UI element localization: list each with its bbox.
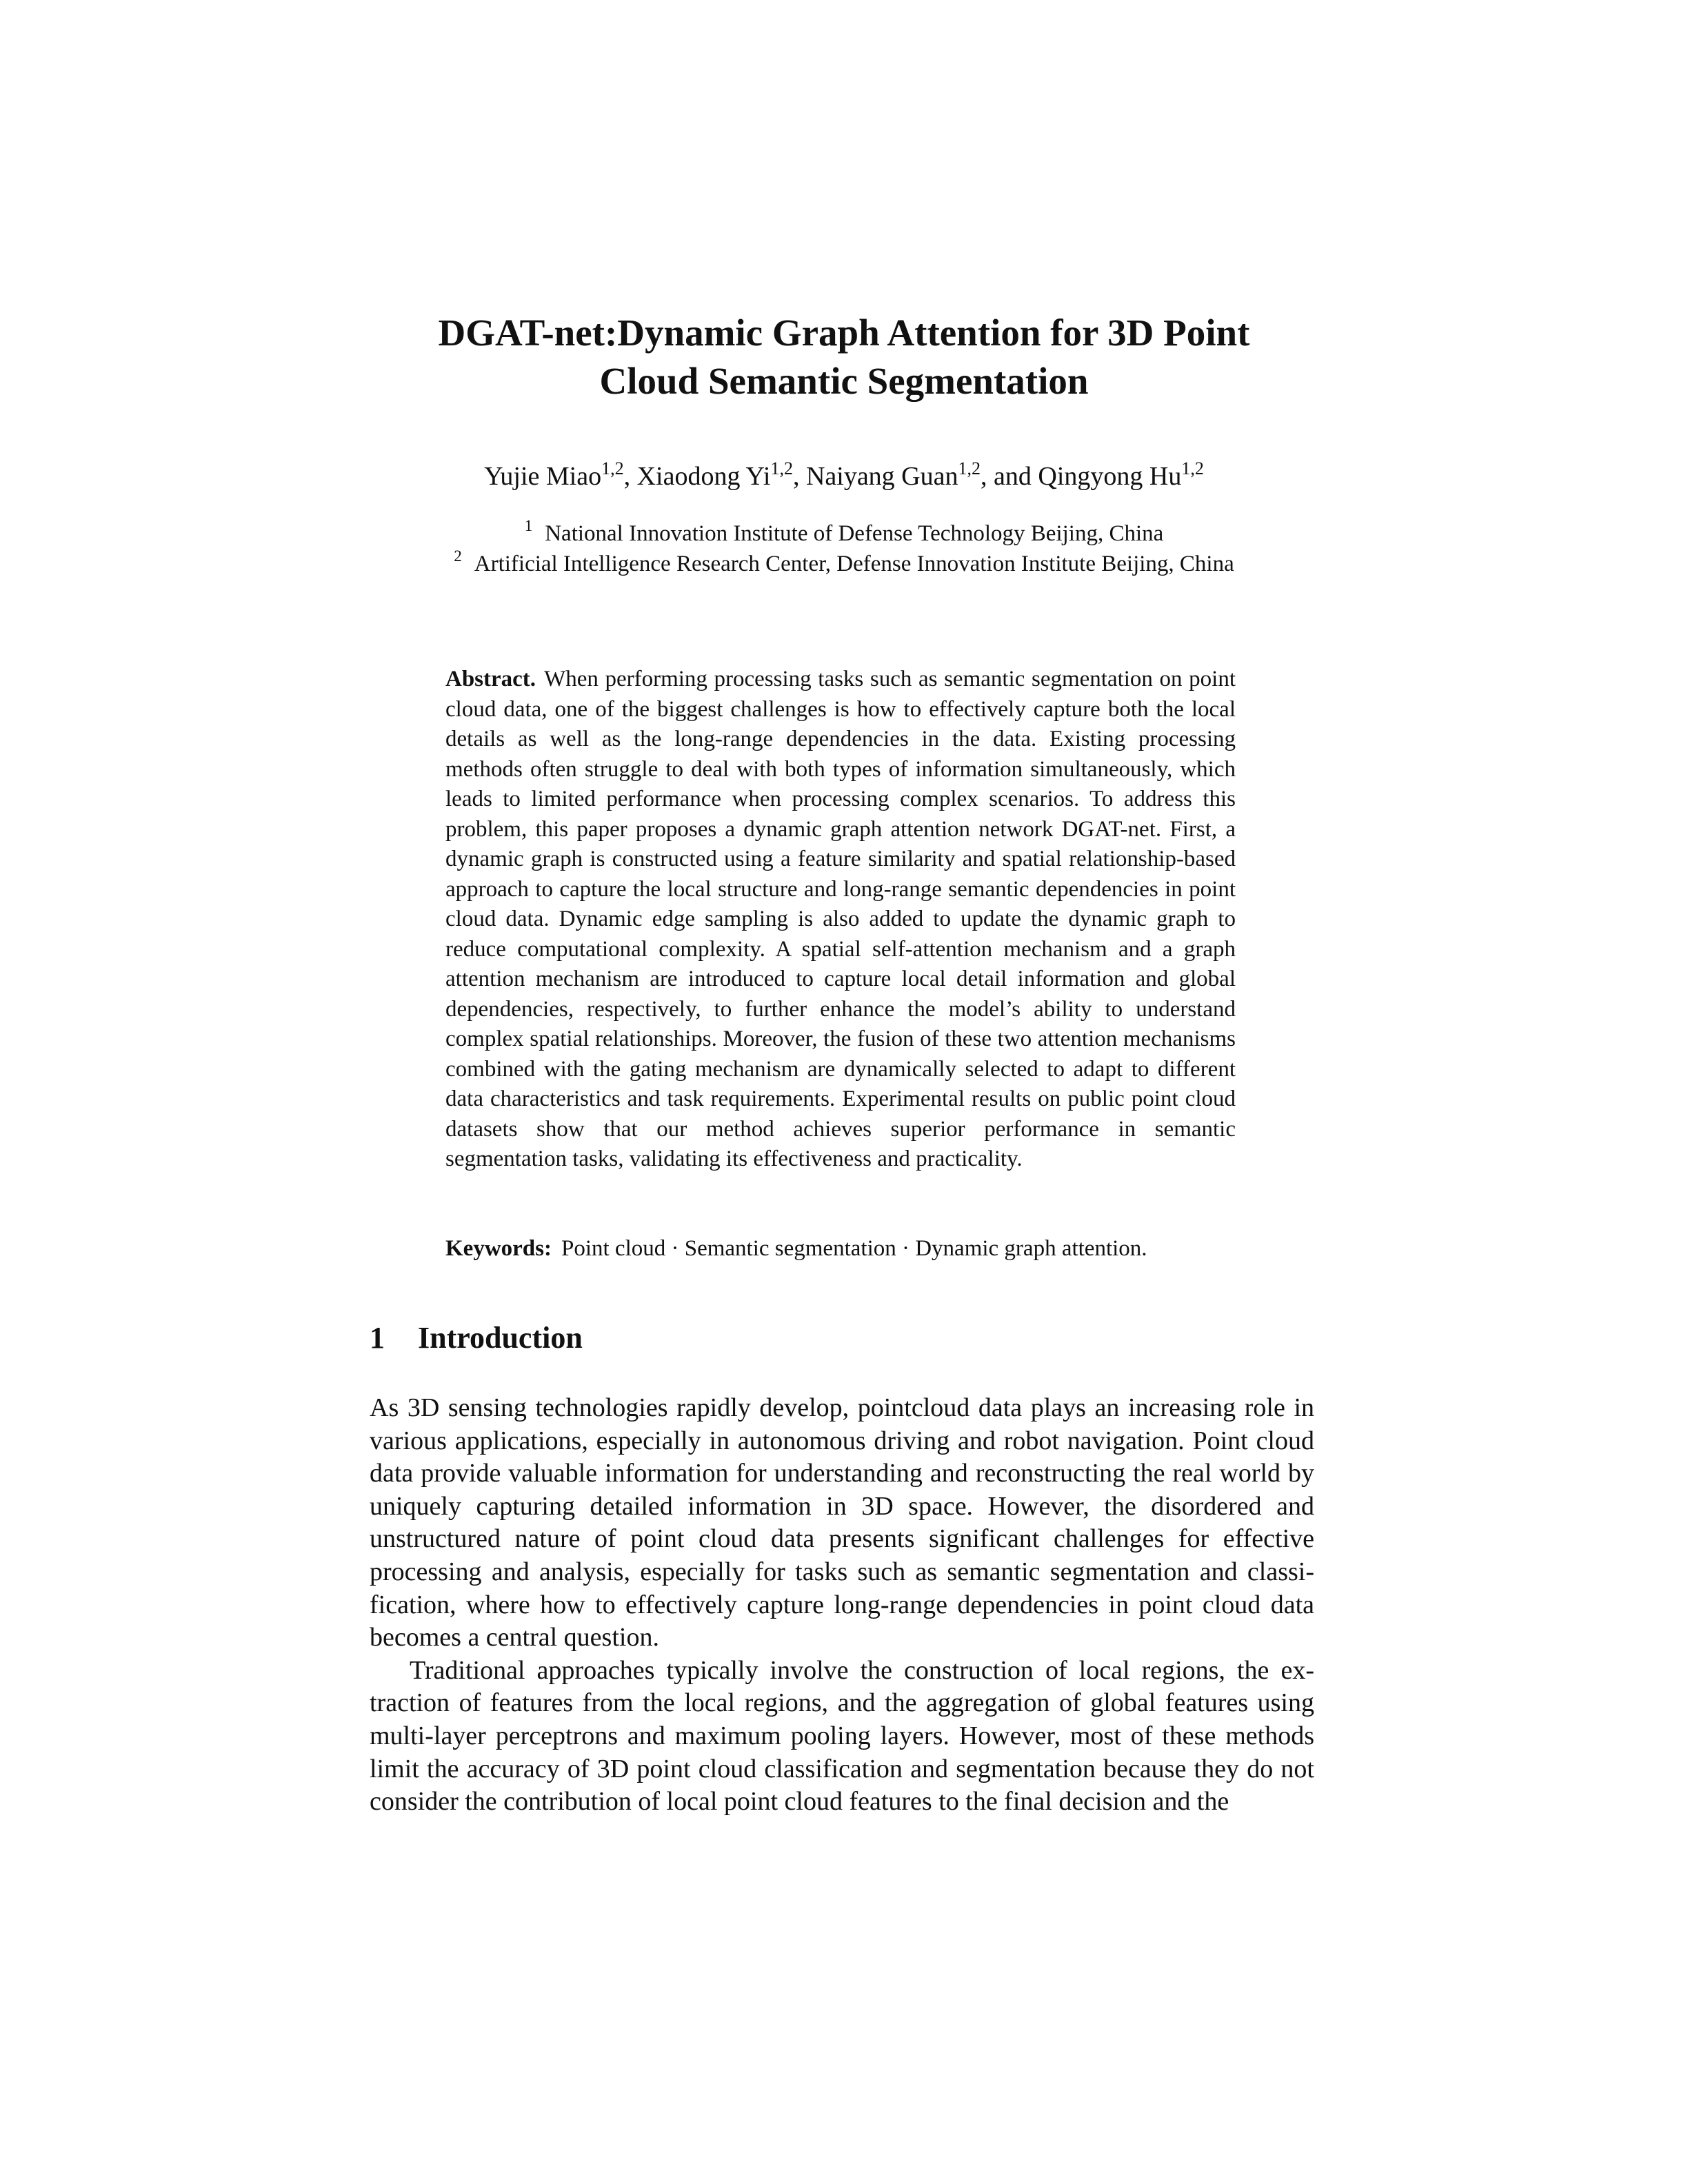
- keywords: [445, 1234, 1236, 1264]
- author-name: Naiyang Guan: [805, 462, 958, 491]
- author-separator: ,: [623, 462, 637, 491]
- author-affiliation-mark: 1,2: [601, 458, 624, 478]
- author-name: Xiaodong Yi: [636, 462, 771, 491]
- author-affiliation-mark: 1,2: [770, 458, 793, 478]
- abstract-text: When performing processing tasks such as semantic segmentation on point cloud data, one of the biggest challenges is how to effectively capture both the local details as well as the long-range dependencies in the data. Existing processing methods often struggle to deal with both types of information simultaneously, which leads to limited performance when processing complex scenarios. To address this problem, this paper proposes a dynamic graph attention network DGAT-net. First, a dynamic graph is constructed using a feature similarity and spatial relationship-based approach to capture the local structure and long-range semantic dependencies in point cloud data. Dynamic edge sampling is also added to update the dynamic graph to reduce computational complexity. A spatial self-attention mechanism and a graph attention mechanism are introduced to capture local detail information and global dependencies, respectively, to further enhance the model’s ability to understand complex spatial relationships. Moreover, the fusion of these two attention mechanisms combined with the gating mechanism are dynamically selected to adapt to different data characteristics and task requirements. Experimental results on public point cloud datasets show that our method achieves superior performance in semantic segmentation tasks, validating its effectiveness and practicality.: [445, 667, 1236, 1171]
- affiliation-mark: 2: [454, 547, 462, 565]
- body-paragraph: Traditional approaches typically involve the construction of local regions, the extraction of features from the local regions, and the aggregation of global features using multi-layer perceptrons and maximum pooling layers. However, most of these methods limit the accuracy of 3D point cloud classification and segmentation because they do not consider the contribution of local point cloud features to the final decision and the: [370, 1655, 1314, 1817]
- body-paragraph: As 3D sensing technologies rapidly develop, pointcloud data plays an increasing role in various applications, especially in autonomous driving and robot navigation. Point cloud data provide valuable information for understanding and reconstructing the real world by uniquely capturing detailed information in 3D space. However, the disordered and unstructured nature of point cloud data presents significant challenges for effective processing and analysis, especially for tasks such as semantic segmentation and classification, where how to effectively capture long-range dependencies in point cloud data becomes a central question.: [370, 1393, 1314, 1652]
- keywords-text: Point cloud · Semantic segmentation · Dynamic graph attention.: [561, 1236, 1147, 1261]
- affiliation-list: [276, 518, 1412, 579]
- affiliation-text: Artificial Intelligence Research Center, Defense Innovation Institute Beijing, China: [474, 552, 1234, 576]
- author-name: Yujie Miao: [484, 462, 602, 491]
- affiliation-item: [276, 549, 1412, 579]
- abstract: [445, 665, 1236, 1175]
- keywords-label: Keywords:: [445, 1236, 552, 1261]
- author-list: [276, 459, 1412, 494]
- affiliation-mark: 1: [524, 517, 533, 534]
- affiliation-text: National Innovation Institute of Defense Technology Beijing, China: [545, 521, 1164, 546]
- section-title: Introduction: [418, 1321, 583, 1355]
- section-heading-introduction: [370, 1319, 583, 1357]
- author-separator: ,: [792, 462, 806, 491]
- paper-title-line-1: DGAT-net:Dynamic Graph Attention for 3D Point: [438, 312, 1250, 354]
- author-affiliation-mark: 1,2: [958, 458, 981, 478]
- author-name: Qingyong Hu: [1038, 462, 1182, 491]
- abstract-label: Abstract.: [445, 667, 536, 691]
- author-separator: , and: [981, 462, 1038, 491]
- affiliation-item: [276, 518, 1412, 549]
- paper-title: [276, 309, 1412, 405]
- author-affiliation-mark: 1,2: [1181, 458, 1204, 478]
- introduction-body: [370, 1392, 1314, 1819]
- paper-title-line-2: Cloud Semantic Segmentation: [599, 360, 1089, 402]
- section-number: 1: [370, 1321, 385, 1355]
